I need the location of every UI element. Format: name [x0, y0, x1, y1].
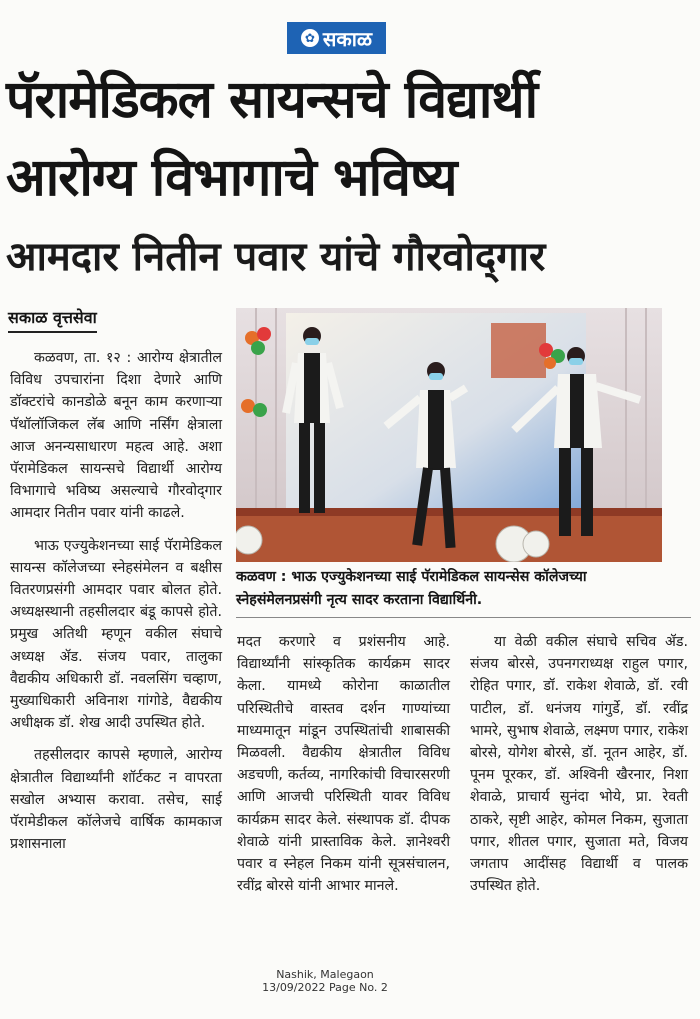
paragraph: भाऊ एज्युकेशनच्या साई पॅरामेडिकल सायन्स कॉलेजच्या स्नेहसंमेलन व बक्षीस वितरणप्रसंगी आमदार पवार बोलत होते. अध्यक्षस्थानी तहसीलदार बंडू कापसे होते. प्रमुख अतिथी म्हणून वकील संघाचे अध्यक्ष ॲड. संजय पवार, तालुका वैद्यकीय अधिकारी डॉ. नवलसिंग चव्हाण, मुख्याधिकारी अविनाश गांगोडे, वैद्यकीय अधीक्षक डॉ. शेख आदी उपस्थित होते. — [10, 537, 222, 732]
dance-stage-illustration — [236, 308, 662, 562]
event-photo — [236, 308, 662, 562]
edition-label: Nashik, Malegaon — [276, 968, 374, 981]
article-column-2 — [237, 631, 450, 907]
headline-line-1: पॅरामेडिकल सायन्सचे विद्यार्थी — [6, 70, 538, 130]
date-page-label: 13/09/2022 Page No. 2 — [262, 981, 388, 994]
subheadline: आमदार नितीन पवार यांचे गौरवोद्‌गार — [6, 234, 546, 280]
paragraph: मदत करणारे व प्रशंसनीय आहे. विद्यार्थ्यांनी सांस्कृतिक कार्यक्रम सादर केला. यामध्ये कोरोना काळातील परिस्थितीचे वास्तव दर्शन गाण्यांच्या माध्यमातून मांडून उपस्थितांची शाबासकी मिळवली. वैद्यकीय क्षेत्रातील विविध अडचणी, कर्तव्य, नागरिकांची विचारसरणी आणि आजची परिस्थिती यावर विविध कार्यक्रम सादर केले. संस्थापक डॉ. दीपक शेवाळे यांनी प्रास्ताविक केले. ज्ञानेश्वरी पवार व स्नेहल निकम यांनी सूत्रसंचालन, रवींद्र बोरसे यांनी आभार मानले. — [237, 634, 450, 895]
article-column-1 — [10, 347, 222, 865]
paragraph: कळवण, ता. १२ : आरोग्य क्षेत्रातील विविध उपचारांना दिशा देणारे आणि डॉक्टरांचे कानडोळे बनून काम करणाऱ्या पॅथॉलॉजिकल लॅब आणि नर्सिंग क्षेत्राला आज अनन्यसाधारण महत्व आहे. अशा पॅरामेडिकल सायन्सचे विद्यार्थी आरोग्य विभागाचे भविष्य असल्याचे गौरवोद्‌गार आमदार नितीन पवार यांनी काढले. — [10, 350, 222, 522]
article-column-3 — [470, 631, 688, 907]
newspaper-logo — [287, 22, 386, 54]
logo-text: सकाळ — [322, 26, 373, 51]
headline-line-2: आरोग्य विभागाचे भविष्य — [6, 148, 457, 208]
page-footer — [250, 968, 400, 994]
logo-emblem-icon: ✿ — [301, 29, 319, 47]
divider — [236, 617, 691, 618]
paragraph: तहसीलदार कापसे म्हणाले, आरोग्य क्षेत्रातील विद्यार्थ्यांनी शॉर्टकट न वापरता सखोल अभ्यास करावा. तसेच, साई पॅरामेडीकल कॉलेजचे वार्षिक कामकाज प्रशासनाला — [10, 747, 222, 853]
paragraph: या वेळी वकील संघाचे सचिव ॲड. संजय बोरसे, उपनगराध्यक्ष राहुल पगार, रोहित पगार, डॉ. राकेश शेवाळे, डॉ. रवी पाटील, डॉ. धनंजय गांगुर्डे, डॉ. रवींद्र भामरे, सुभाष शेवाळे, लक्ष्मण पगार, राकेश बोरसे, योगेश बोरसे, डॉ. नूतन आहेर, डॉ. पूनम पूरकर, डॉ. अश्विनी खैरनार, निशा शेवाळे, प्राचार्य सुनंदा भोये, प्रा. रेवती ठाकरे, सृष्टी आहेर, कोमल निकम, सुजाता पगार, शीतल पगार, सुजाता मते, विजय जगताप आदींसह विद्यार्थी व पालक उपस्थित होते. — [470, 634, 688, 895]
byline: सकाळ वृत्तसेवा — [8, 306, 97, 333]
photo-caption: कळवण : भाऊ एज्युकेशनच्या साई पॅरामेडिकल सायन्सेस कॉलेजच्या स्नेहसंमेलनप्रसंगी नृत्य सादर करताना विद्यार्थिनी. — [236, 569, 587, 608]
